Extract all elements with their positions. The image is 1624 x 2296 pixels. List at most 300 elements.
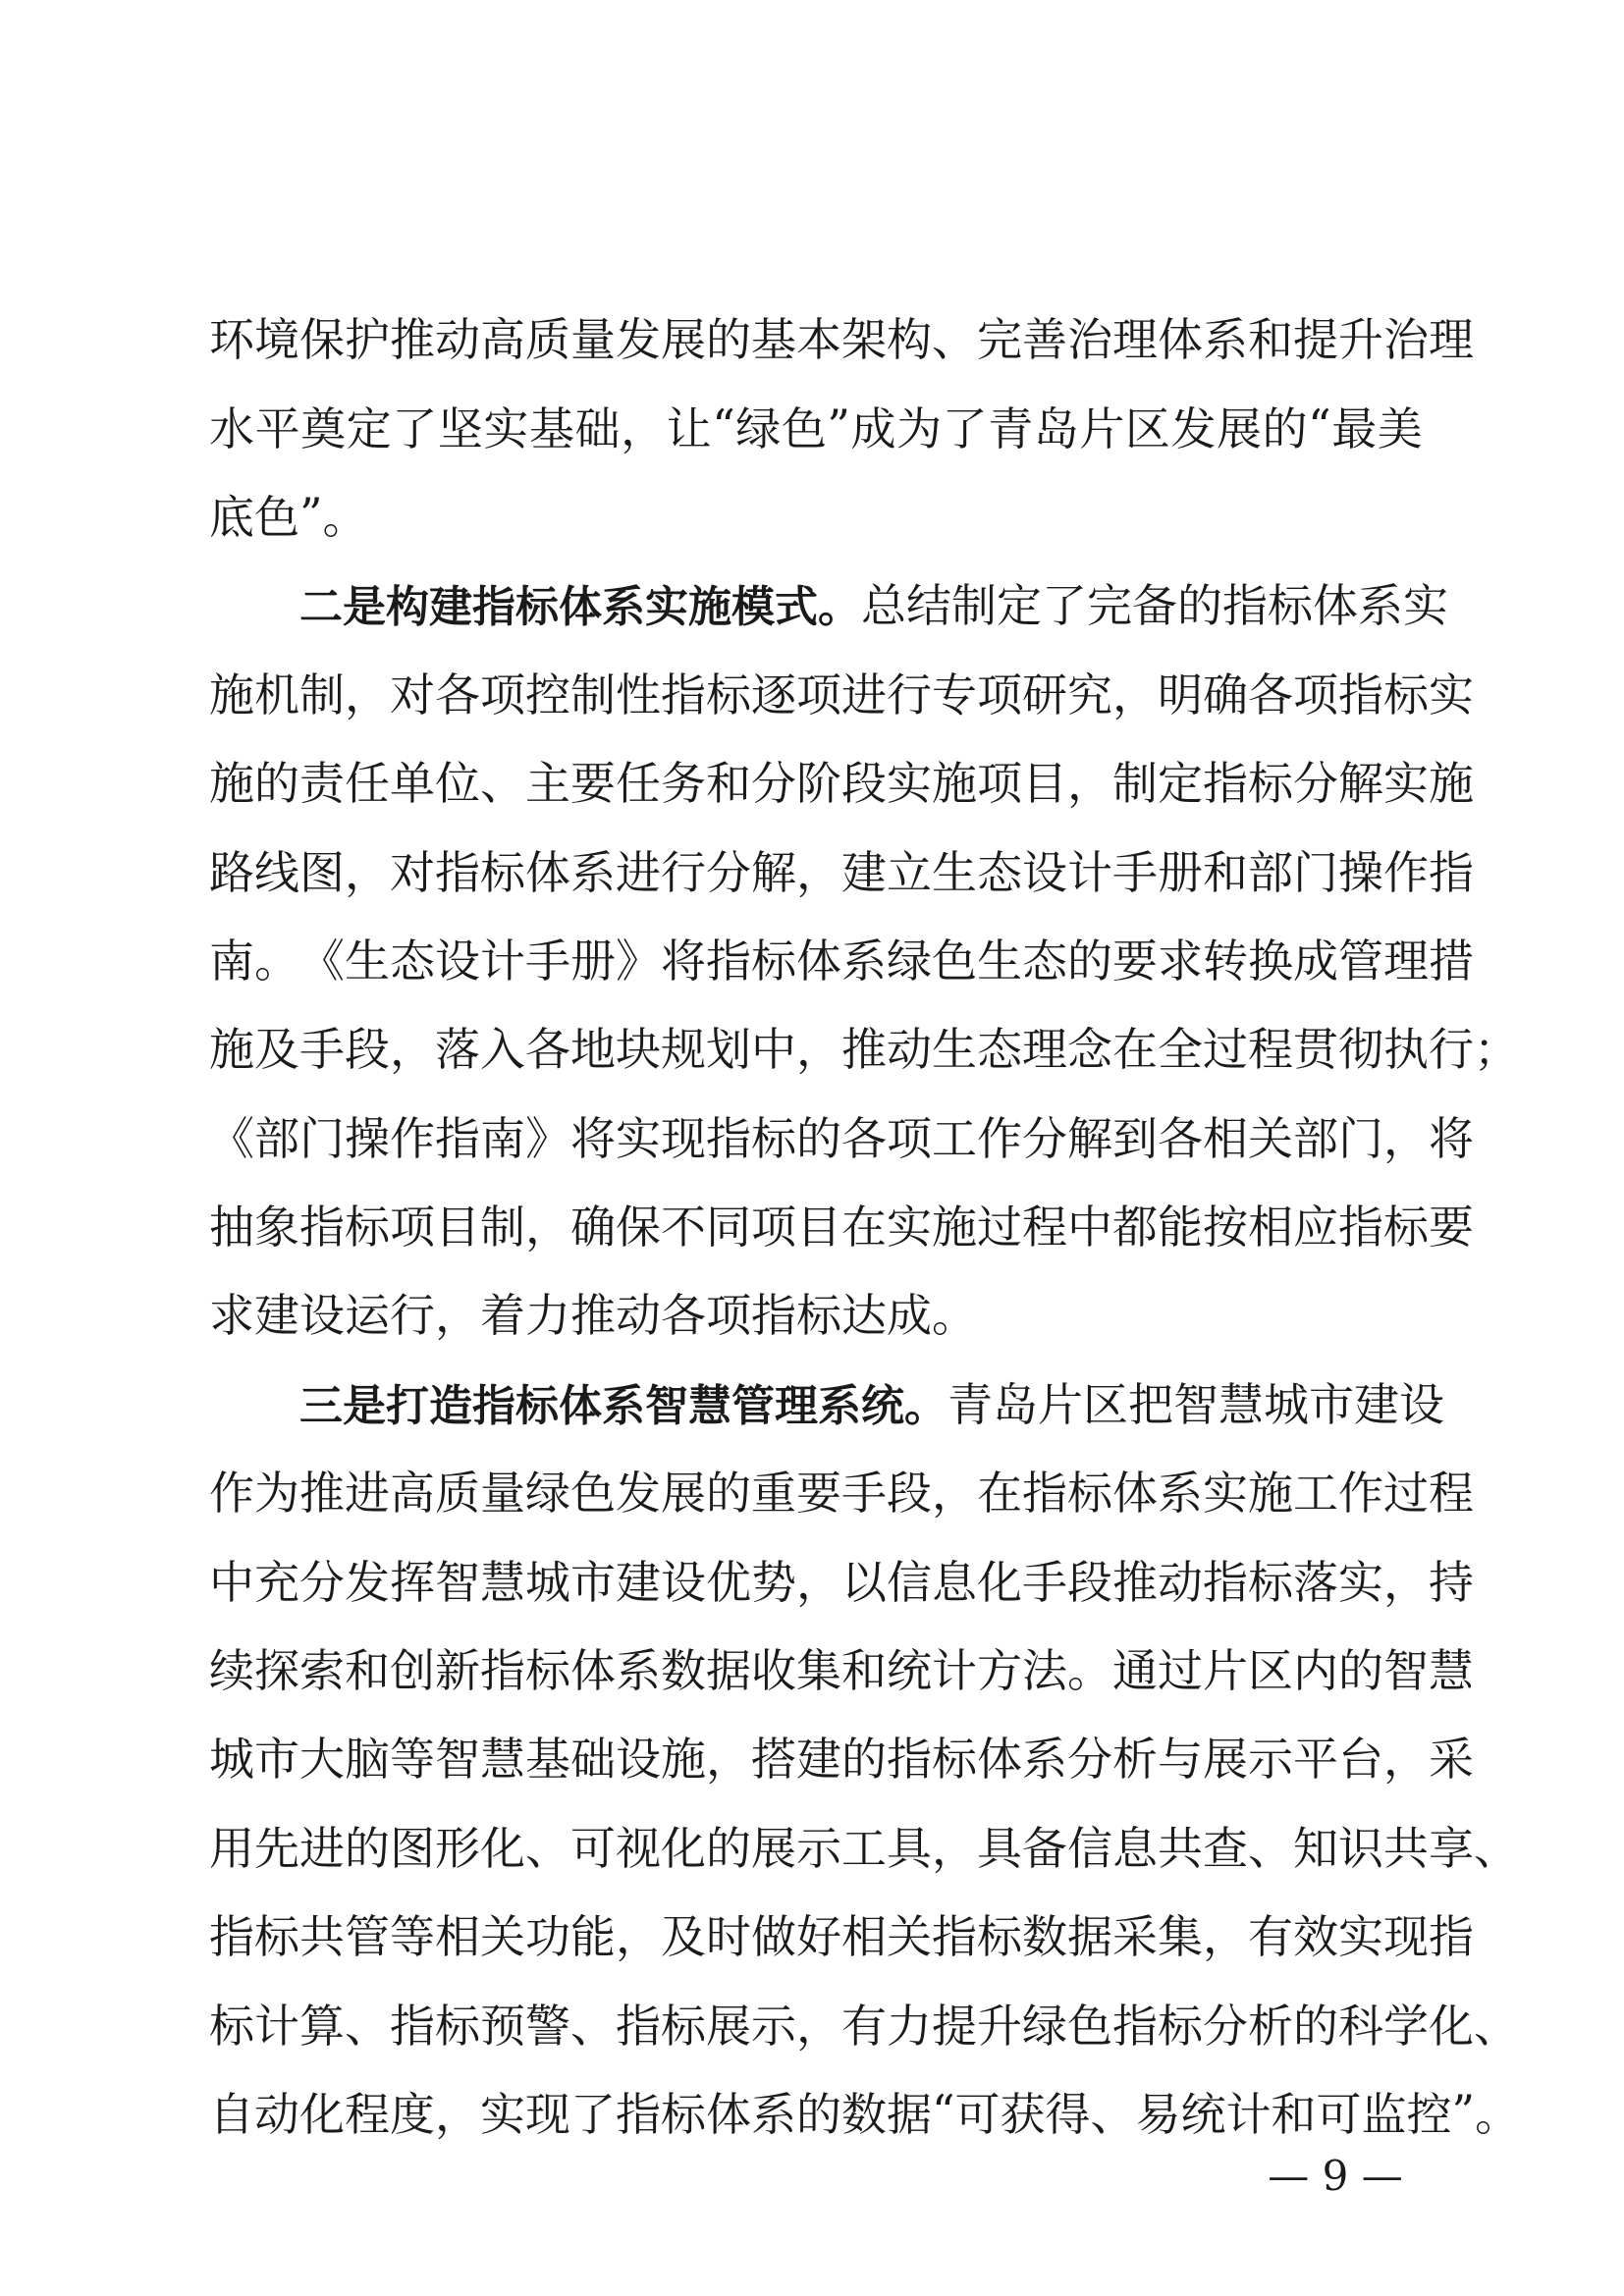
text-char: 计 [1225,2088,1272,2141]
text-char: 护 [345,313,390,367]
text-char: 标 [209,1999,254,2053]
text-char: 析 [1112,1733,1158,1787]
text-char: 视 [616,1821,661,1875]
text-char: 治 [1067,313,1112,367]
text-char: ” [827,399,850,453]
text-char: 分 [1022,1111,1067,1165]
text-char: 求 [1158,934,1203,988]
text-char: 目 [435,1201,480,1255]
text-line [209,1268,1423,1357]
text-char: 时 [706,1910,751,1964]
text-char: 单 [390,757,435,811]
text-char: 实 [1429,667,1474,721]
text-char: 部 [1248,845,1293,899]
bold-heading-char: 建 [429,582,472,633]
text-char: 图 [299,845,345,899]
text-char: 统 [887,1644,932,1698]
text-char: 标 [1248,757,1293,811]
text-char: 进 [345,1467,390,1521]
text-char: 体 [977,1733,1022,1787]
text-line [209,1534,1474,1623]
text-char: 标 [1268,579,1313,633]
text-char: 城 [1264,1377,1309,1431]
bold-heading-char: 打 [386,1380,429,1431]
text-char: 标 [435,1999,480,2053]
text-line [209,1358,1444,1446]
text-char: 指 [480,1644,525,1698]
text-char: 展 [661,1467,706,1521]
text-char: 系 [1203,313,1248,367]
text-char: 在 [1112,1023,1158,1077]
text-char: 念 [1067,1023,1112,1077]
text-char: ， [1112,667,1158,721]
text-line [209,293,1474,381]
text-char: 关 [887,1910,932,1964]
text-line [209,1180,1474,1268]
text-char: 标 [751,1111,796,1165]
text-char: 享 [1429,1821,1474,1875]
text-char: 施 [209,667,254,721]
text-char: 共 [299,1910,345,1964]
text-char: 、 [1474,1999,1519,2053]
text-char: 与 [1158,1733,1203,1787]
text-char: 要 [1429,1201,1474,1255]
text-char: 建 [1354,1377,1399,1431]
text-char: 全 [1158,1023,1203,1077]
text-char: ， [525,1201,570,1255]
text-line [209,470,1423,559]
text-char: 析 [1248,1999,1293,2053]
text-char: 慧 [1429,1644,1474,1698]
bold-heading-char: 施 [688,582,731,633]
text-char: 确 [570,1201,616,1255]
text-char: 管 [345,1910,390,1964]
text-char: 划 [706,1023,751,1077]
text-char: 工 [932,1111,977,1165]
text-char: 效 [1293,1910,1338,1964]
text-char: 青 [947,1377,993,1431]
text-char: 施 [1429,757,1474,811]
text-char: 统 [1180,2088,1226,2141]
text-char: 。 [254,934,299,988]
text-char: 市 [1309,1377,1354,1431]
bold-heading-char: 体 [559,582,602,633]
text-char: 把 [1128,1377,1173,1431]
text-char: 各 [525,1023,570,1077]
text-char: 优 [706,1555,751,1609]
text-char: 进 [841,667,887,721]
text-char: 门 [1293,845,1338,899]
text-char: 备 [1022,1821,1067,1875]
text-char: 位 [435,757,480,811]
text-char: 性 [616,667,661,721]
text-char: 确 [1203,667,1248,721]
text-char: “ [712,399,735,453]
text-char: 段 [841,757,887,811]
text-char: 智 [1173,1377,1218,1431]
text-char: 和 [1248,313,1293,367]
text-char: 标 [1248,1555,1293,1609]
text-char: 推 [841,1023,887,1077]
text-char: 册 [1158,845,1203,899]
text-char: 示 [751,1999,796,2053]
text-char: 的 [254,757,299,811]
text-char: 城 [209,1733,254,1787]
text-char: 总 [861,579,906,633]
text-char: 态 [977,845,1022,899]
text-char: 以 [841,1555,887,1609]
text-char: 化 [299,2088,345,2141]
text-char: 备 [1132,579,1177,633]
text-char: 展 [706,1999,751,2053]
text-char: 项 [751,1201,796,1255]
text-char: 慧 [480,1555,525,1609]
text-char: 系 [841,934,887,988]
text-char: 指 [1203,1555,1248,1609]
text-char: 标 [254,1910,299,1964]
text-char: 色 [570,1467,616,1521]
text-char: 岛 [1033,401,1079,455]
text-char: 展 [751,1821,796,1875]
text-char: 态 [977,1023,1022,1077]
text-char: ， [706,1733,751,1787]
text-char: 做 [751,1910,796,1964]
text-char: 数 [1022,1910,1067,1964]
text-char: 责 [299,757,345,811]
text-char: “ [1308,399,1331,453]
text-char: 大 [299,1733,345,1787]
text-char: 项 [977,667,1022,721]
text-char: 设 [661,1555,706,1609]
text-char: 力 [887,1999,932,2053]
text-char: 质 [435,1467,480,1521]
text-char: 、 [1248,1821,1293,1875]
text-char: 青 [988,401,1034,455]
text-char: 过 [1383,1467,1429,1521]
text-char: 了 [570,2088,616,2141]
text-char: 探 [254,1644,299,1698]
bold-heading-char: 体 [559,1380,602,1431]
text-char: 标 [480,845,525,899]
text-char: 执 [1383,1023,1429,1077]
text-char: 具 [887,1821,932,1875]
text-char: 慧 [1218,1377,1264,1431]
text-char: 绿 [887,934,932,988]
text-char: 。 [1067,1644,1112,1698]
text-char: 施 [1248,1467,1293,1521]
text-char: 动 [1158,1555,1203,1609]
text-char: 手 [299,1023,345,1077]
text-char: 生 [345,934,390,988]
text-char: 体 [1158,313,1203,367]
text-char: 段 [1067,1555,1112,1609]
text-char: 将 [570,1111,616,1165]
text-char: 指 [299,1201,345,1255]
text-char: 势 [751,1555,796,1609]
text-char: 落 [435,1023,480,1077]
text-char: 法 [1022,1644,1067,1698]
text-char: 建 [616,1555,661,1609]
text-char: 标 [932,1733,977,1787]
text-char: 动 [435,313,480,367]
text-char: 到 [1112,1111,1158,1165]
text-char: 分 [1293,757,1338,811]
text-char: 美 [1377,401,1423,455]
text-char: 部 [1293,1111,1338,1165]
text-char: 的 [1067,934,1112,988]
text-char: 坚 [437,401,483,455]
text-char: 先 [254,1821,299,1875]
text-line [209,1446,1474,1534]
text-char: 和 [1271,2088,1317,2141]
text-char: ， [796,1555,841,1609]
text-char: 部 [254,1111,299,1165]
text-char: 分 [299,1555,345,1609]
text-char: 色 [781,401,827,455]
text-char: 最 [1331,401,1378,455]
text-char: 能 [570,1910,616,1964]
text-line [209,1978,1519,2066]
text-char: 标 [796,1289,841,1343]
text-char: ， [1383,1111,1429,1165]
text-char: 片 [1203,1644,1248,1698]
text-char: 行 [887,667,932,721]
text-char: 为 [254,1467,299,1521]
text-char: 指 [1429,845,1474,899]
text-char: 规 [661,1023,706,1077]
text-char: 集 [1158,1910,1203,1964]
text-char: ， [435,2088,480,2141]
text-char: 线 [254,845,299,899]
text-char: 市 [254,1733,299,1787]
text-char: 象 [254,1201,299,1255]
text-char: 的 [841,1733,887,1787]
text-char: 分 [751,757,796,811]
text-char: 抽 [209,1201,254,1255]
text-char: 措 [1429,934,1474,988]
text-char: 的 [1262,401,1308,455]
bold-heading-char: 三 [299,1380,343,1431]
text-char: 升 [1338,313,1383,367]
text-char: 体 [796,934,841,988]
text-line [209,559,1448,647]
text-char: 手 [841,1467,887,1521]
text-char: 施 [209,757,254,811]
text-char: 工 [1293,1467,1338,1521]
bold-heading-char: 管 [731,1380,775,1431]
text-char: 手 [525,934,570,988]
text-char: 完 [1087,579,1132,633]
text-char: 究 [1067,667,1112,721]
text-char: 、 [525,1821,570,1875]
text-char: 数 [661,1644,706,1698]
text-line [209,1890,1474,1978]
text-char: 实 [1403,579,1448,633]
text-char: 理 [1112,313,1158,367]
text-char: 计 [1067,845,1112,899]
text-char: 指 [706,1111,751,1165]
text-char: 作 [1338,1467,1383,1521]
text-char: 查 [1203,1821,1248,1875]
text-char: 制 [299,667,345,721]
text-char: 可 [1316,2088,1362,2141]
text-char: 都 [1112,1201,1158,1255]
text-char: 标 [525,1644,570,1698]
text-char: 系 [1358,579,1403,633]
text-char: 管 [1338,934,1383,988]
text-char: 项 [977,757,1022,811]
bold-heading-char: 智 [645,1380,688,1431]
text-char: 色 [932,934,977,988]
text-char: 对 [390,667,435,721]
text-char: 作 [390,1111,435,1165]
text-char: 结 [906,579,951,633]
text-char: 索 [299,1644,345,1698]
text-char: 程 [1429,1467,1474,1521]
text-char: 高 [390,1467,435,1521]
text-char: 项 [1293,667,1338,721]
text-char: 解 [1067,1111,1112,1165]
text-char: 、 [932,313,977,367]
bold-heading-char: 是 [343,1380,386,1431]
text-char: ， [621,401,667,455]
text-char: 的 [796,2088,841,2141]
text-char: 推 [1112,1555,1158,1609]
text-char: ， [390,1023,435,1077]
text-char: 保 [616,1201,661,1255]
text-char: 作 [209,1467,254,1521]
text-char: ， [1383,1733,1429,1787]
text-char: ， [1203,1910,1248,1964]
text-char: 段 [345,1023,390,1077]
text-char: 设 [616,1733,661,1787]
text-char: 色 [254,490,299,544]
text-char: 计 [932,1644,977,1698]
text-char: 了 [392,401,438,455]
text-char: 指 [209,1910,254,1964]
text-char: 好 [796,1910,841,1964]
text-char: 体 [1313,579,1358,633]
text-char: 计 [480,934,525,988]
text-char: 任 [616,757,661,811]
text-char: ” [1451,2085,1476,2138]
text-char: 的 [706,313,751,367]
bold-heading-char: 标 [515,582,559,633]
text-char: 和 [841,1644,887,1698]
text-char: 区 [1248,1644,1293,1698]
text-char: 生 [932,1023,977,1077]
text-char: 平 [254,401,300,455]
bold-heading-char: 理 [775,1380,818,1431]
text-char: 知 [1293,1821,1338,1875]
text-char: 应 [1293,1201,1338,1255]
text-char: 入 [480,1023,525,1077]
text-char: 设 [299,1289,345,1343]
text-char: 标 [706,667,751,721]
text-char: 系 [1158,1467,1203,1521]
text-char: 片 [1079,401,1125,455]
text-char: 发 [616,1467,661,1521]
text-char: 指 [887,1733,932,1787]
text-char: 目 [1022,757,1067,811]
text-char: 相 [435,1910,480,1964]
text-char: 标 [751,934,796,988]
text-char: 目 [796,1201,841,1255]
text-char: 、 [1474,1821,1519,1875]
text-char: 续 [209,1644,254,1698]
text-char: 定 [997,579,1042,633]
bold-heading-char: 模 [731,582,775,633]
text-char: 项 [480,667,525,721]
text-char: 集 [796,1644,841,1698]
text-char: 动 [254,2088,299,2141]
text-char: 理 [1429,313,1474,367]
text-char: 实 [1338,1910,1383,1964]
bold-heading-char: 慧 [688,1380,731,1431]
text-char: 分 [1203,1999,1248,2053]
text-char: 的 [345,1821,390,1875]
text-char: 指 [435,845,480,899]
text-char: 发 [345,1555,390,1609]
text-char: 科 [1338,1999,1383,2053]
text-char: 推 [390,313,435,367]
text-char: ； [1474,1023,1519,1077]
text-char: 按 [1203,1201,1248,1255]
text-char: 新 [435,1644,480,1698]
text-char: 分 [706,845,751,899]
text-char: 将 [1429,1111,1474,1165]
text-char: 充 [254,1555,299,1609]
text-char: 指 [1022,1467,1067,1521]
text-char: 着 [480,1289,525,1343]
page-number: — 9 — [1268,2152,1403,2200]
text-char: 施 [932,757,977,811]
text-char: 、 [345,1999,390,2053]
text-char: 标 [1158,1999,1203,2053]
text-char: 架 [841,313,887,367]
text-char: 求 [209,1289,254,1343]
text-char: 建 [254,1289,299,1343]
text-char: 的 [796,1111,841,1165]
text-char: 提 [932,1999,977,2053]
text-char: 示 [796,1821,841,1875]
text-char: 将 [661,934,706,988]
text-char: 手 [1022,1555,1067,1609]
text-char: 善 [1022,313,1067,367]
text-char: 项 [887,1111,932,1165]
text-char: 、 [480,757,525,811]
text-line [209,1624,1474,1712]
text-char: 绿 [1022,1999,1067,2053]
text-char: ， [435,1289,480,1343]
text-char: 色 [1067,1999,1112,2053]
text-char: 保 [299,313,345,367]
bold-heading-char: 式 [775,582,818,633]
text-char: 创 [390,1644,435,1698]
text-char: 系 [1022,1733,1067,1787]
bold-heading-char: 造 [429,1380,472,1431]
text-char: 算 [299,1999,345,2053]
text-char: 在 [841,1201,887,1255]
text-char: 标 [345,1201,390,1255]
text-char: 指 [1338,667,1383,721]
text-char: 南 [209,934,254,988]
text-char: 及 [254,1023,299,1077]
text-char: 收 [751,1644,796,1698]
text-char: 质 [525,313,570,367]
text-char: 制 [1112,757,1158,811]
bold-heading-char: 指 [472,1380,515,1431]
